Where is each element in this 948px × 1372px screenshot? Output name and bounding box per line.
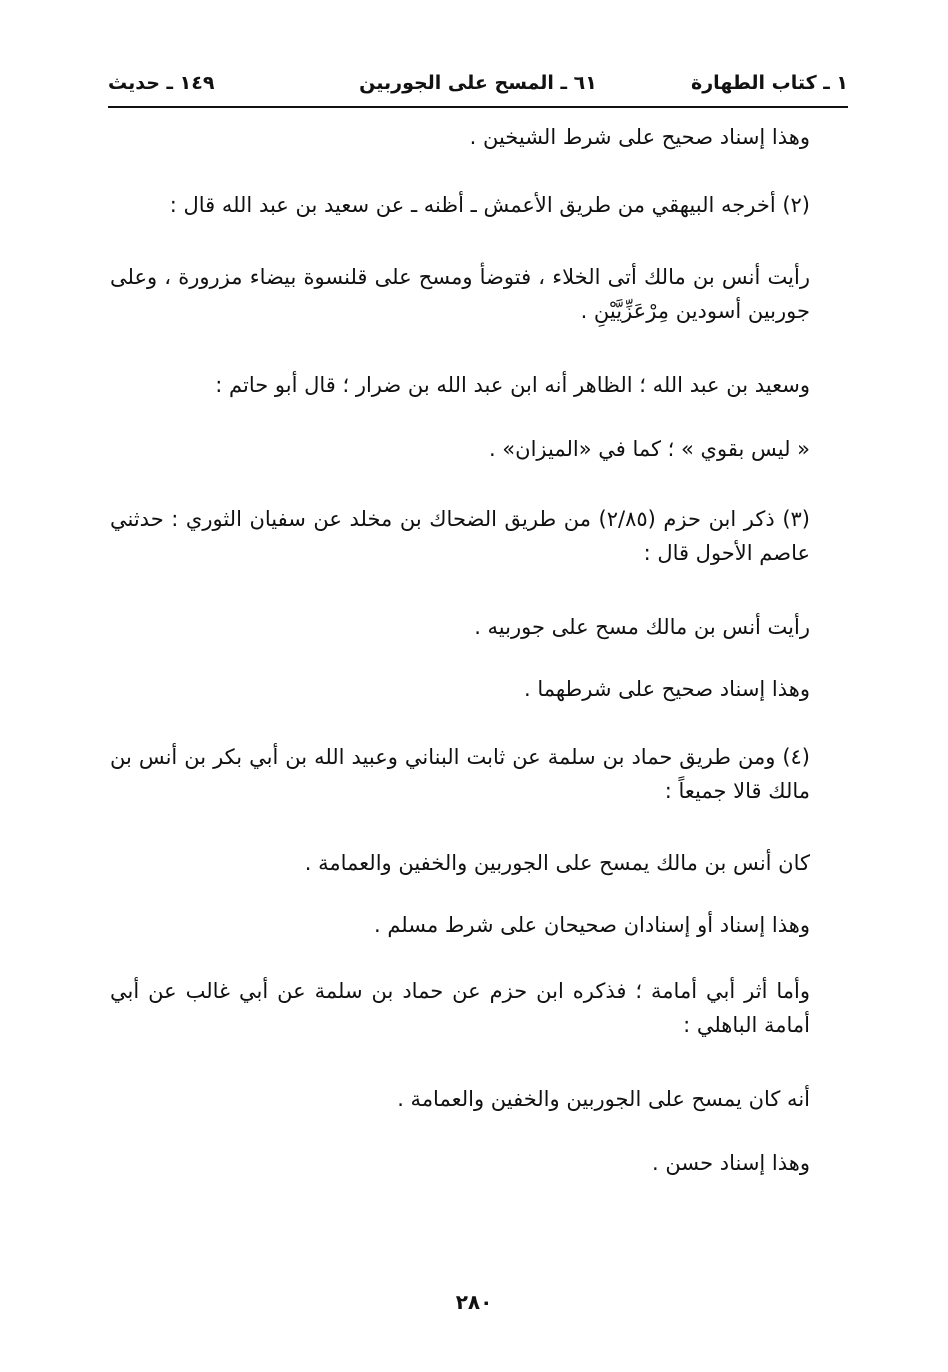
- paragraph-7: رأيت أنس بن مالك مسح على جوربيه .: [474, 615, 810, 639]
- paragraph-6: (٣) ذكر ابن حزم (٢/٨٥) من طريق الضحاك بن مخلد عن سفيان الثوري : حدثني عاصم الأحول قال :: [110, 507, 810, 565]
- paragraph-1: وهذا إسناد صحيح على شرط الشيخين .: [469, 125, 810, 149]
- paragraph-5: « ليس بقوي » ؛ كما في «الميزان» .: [488, 437, 810, 461]
- paragraph-3: رأيت أنس بن مالك أتى الخلاء ، فتوضأ ومسح على قلنسوة بيضاء مزرورة ، وعلى جوربين أسودين مِرْعَزِّيَّيْنِ .: [110, 265, 810, 323]
- paragraph-4: وسعيد بن عبد الله ؛ الظاهر أنه ابن عبد الله بن ضرار ؛ قال أبو حاتم :: [215, 373, 810, 397]
- paragraph-13: أنه كان يمسح على الجوربين والخفين والعمامة .: [397, 1087, 810, 1111]
- paragraph-14: وهذا إسناد حسن .: [652, 1151, 810, 1175]
- paragraph-12: وأما أثر أبي أمامة ؛ فذكره ابن حزم عن حماد بن سلمة عن أبي غالب عن أبي أمامة الباهلي :: [110, 979, 810, 1037]
- header-book-title: ١ ـ كتاب الطهارة: [691, 72, 848, 94]
- paragraph-11: وهذا إسناد أو إسنادان صحيحان على شرط مسلم .: [373, 913, 810, 937]
- running-header: [108, 70, 848, 104]
- paragraph-9: (٤) ومن طريق حماد بن سلمة عن ثابت البناني وعبيد الله بن أبي بكر بن أنس بن مالك قالا جميعاً :: [110, 745, 810, 803]
- paragraph-10: كان أنس بن مالك يمسح على الجوربين والخفين والعمامة .: [304, 851, 810, 875]
- paragraph-2: (٢) أخرجه البيهقي من طريق الأعمش ـ أظنه ـ عن سعيد بن عبد الله قال :: [169, 193, 810, 217]
- paragraph-8: وهذا إسناد صحيح على شرطهما .: [523, 677, 810, 701]
- header-divider: [108, 106, 848, 108]
- header-hadith-number: ١٤٩ ـ حديث: [108, 72, 215, 94]
- page-number: ٢٨٠: [455, 1290, 493, 1314]
- header-chapter-title: ٦١ ـ المسح على الجوربين: [359, 72, 597, 94]
